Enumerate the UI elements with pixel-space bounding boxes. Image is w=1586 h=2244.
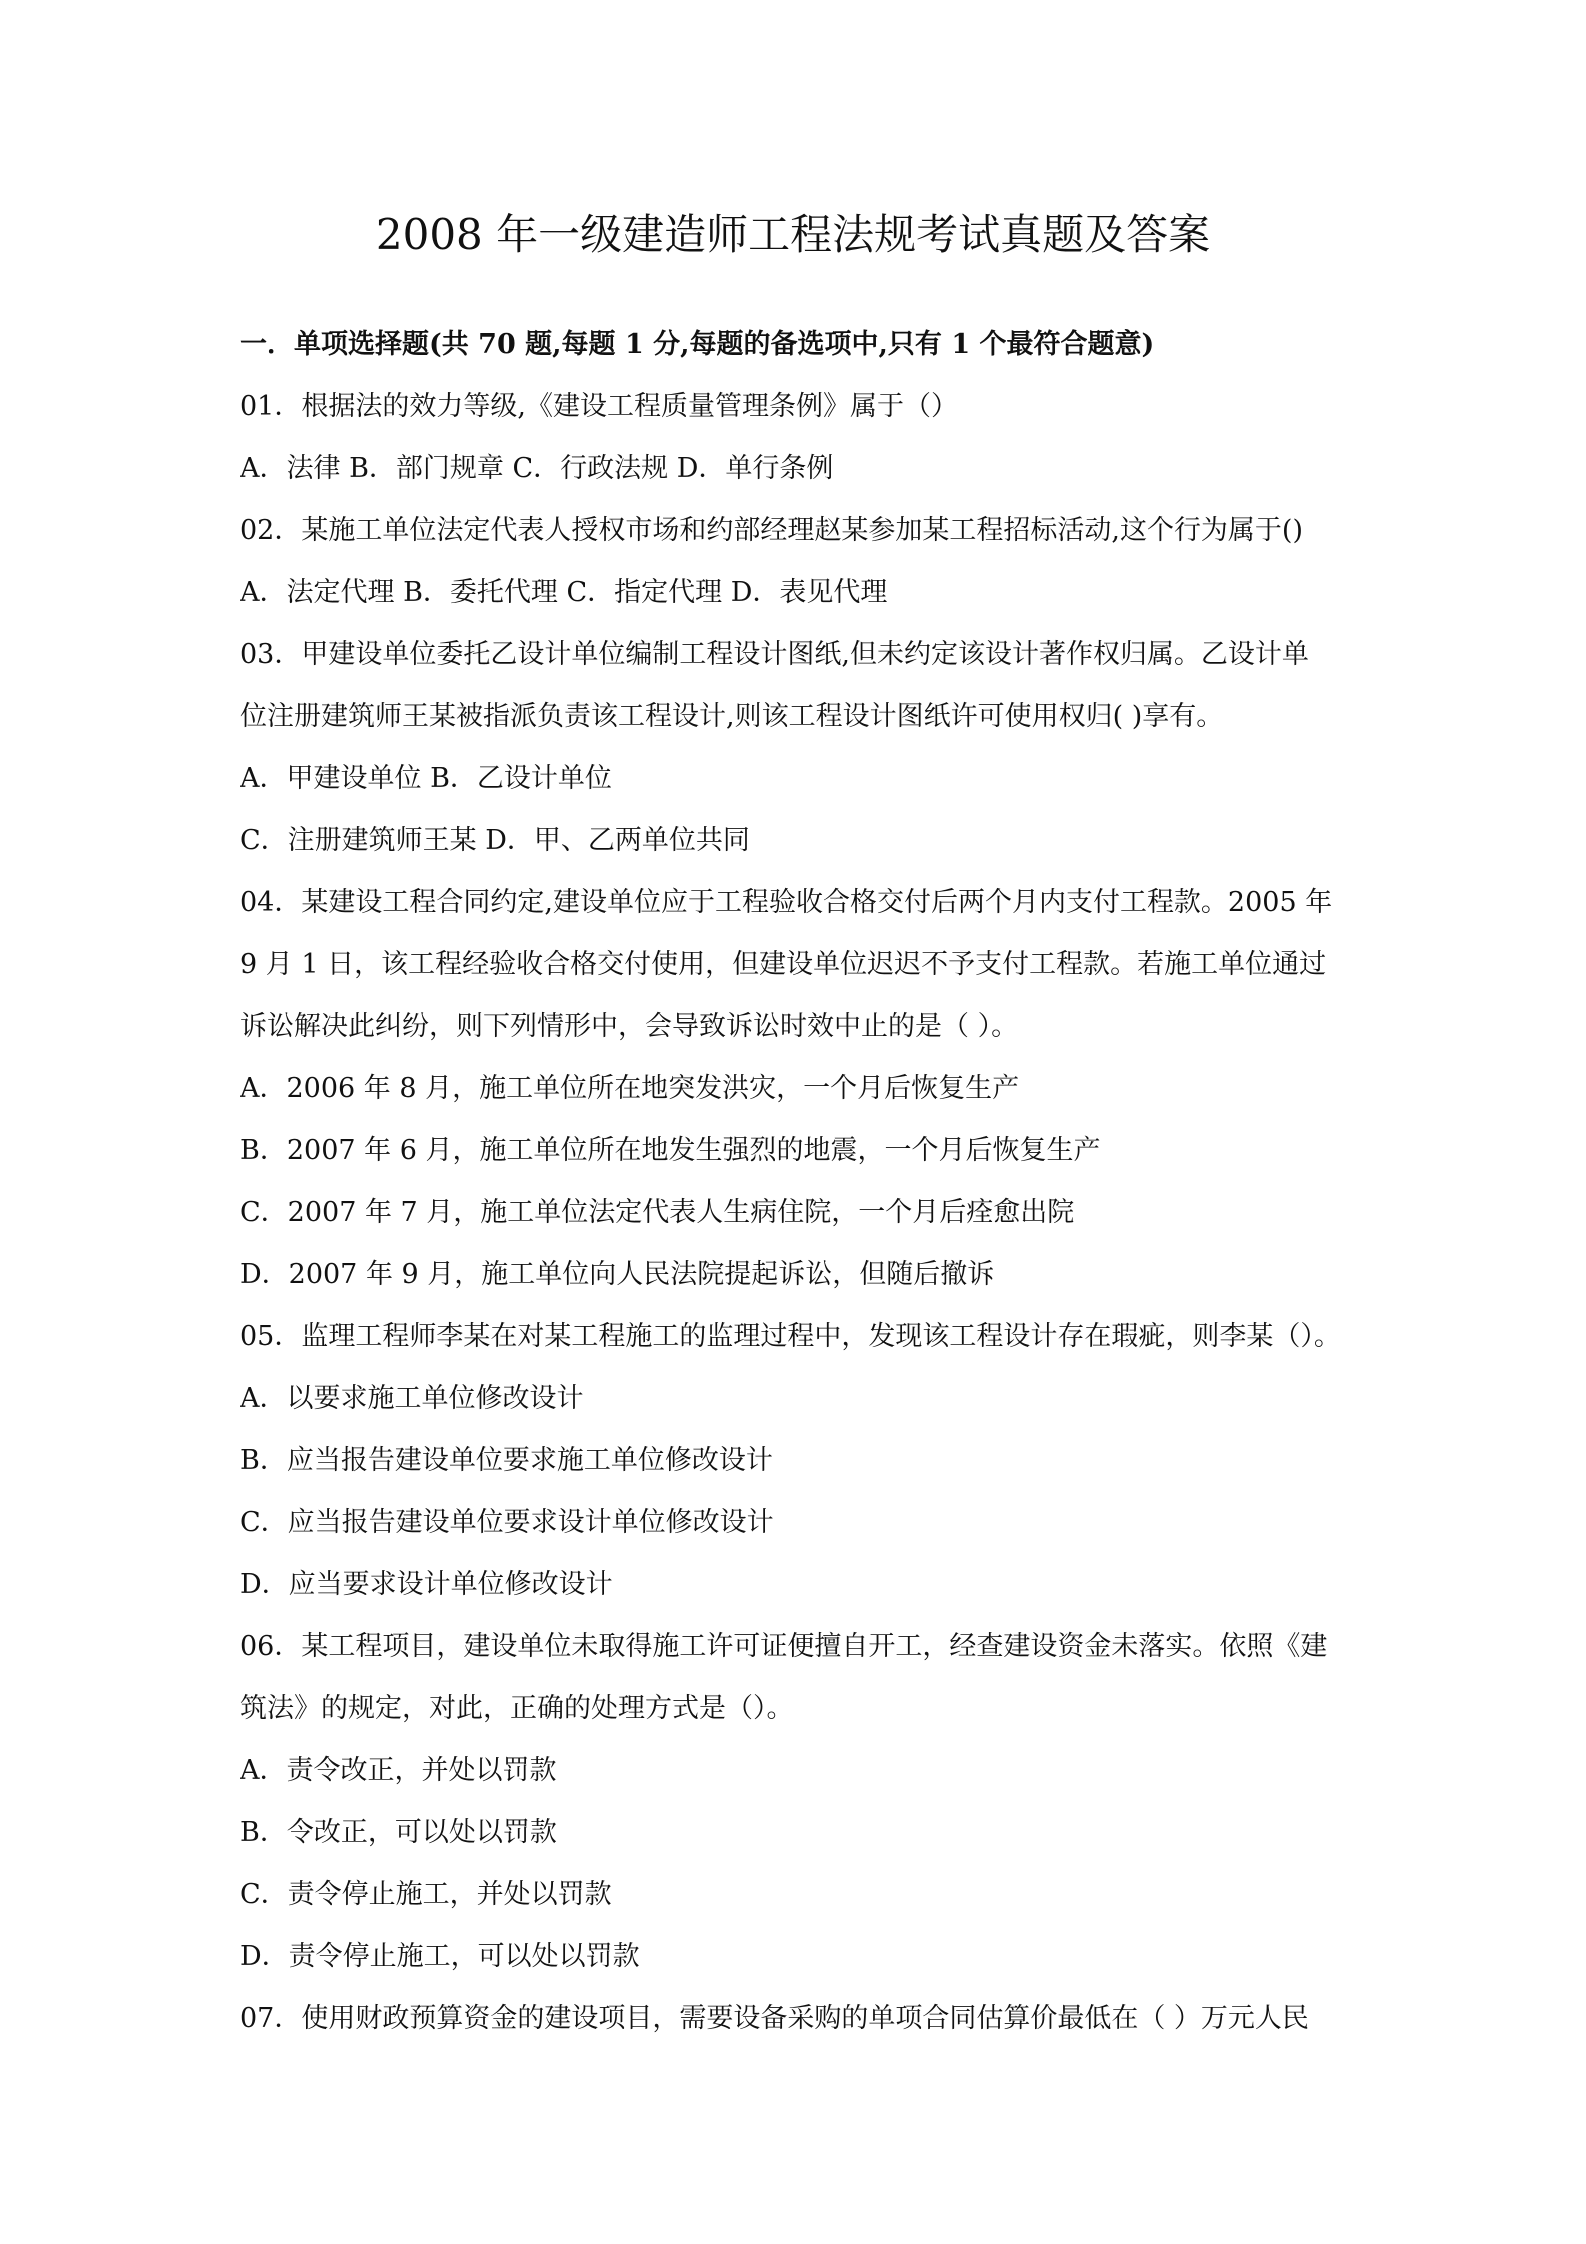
question-02: 02．某施工单位法定代表人授权市场和约部经理赵某参加某工程招标活动,这个行为属于() <box>240 515 1304 546</box>
question-06-option-a: A．责令改正，并处以罚款 <box>240 1755 557 1786</box>
question-06-line-1: 06．某工程项目，建设单位未取得施工许可证便擅自开工，经查建设资金未落实。依照《建 <box>240 1631 1328 1662</box>
question-06-line-2: 筑法》的规定，对此，正确的处理方式是（）。 <box>240 1693 794 1724</box>
document-title: 2008 年一级建造师工程法规考试真题及答案 <box>375 210 1211 259</box>
question-04-option-b: B．2007 年 6 月，施工单位所在地发生强烈的地震，一个月后恢复生产 <box>240 1135 1101 1166</box>
question-03-line-2: 位注册建筑师王某被指派负责该工程设计,则该工程设计图纸许可使用权归( )享有。 <box>240 701 1224 732</box>
question-01: 01．根据法的效力等级,《建设工程质量管理条例》属于（） <box>240 391 958 422</box>
question-03-options-ab: A．甲建设单位 B．乙设计单位 <box>240 763 612 794</box>
question-05: 05．监理工程师李某在对某工程施工的监理过程中，发现该工程设计存在瑕疵，则李某（）。 <box>240 1321 1341 1352</box>
question-04-option-d: D．2007 年 9 月，施工单位向人民法院提起诉讼，但随后撤诉 <box>240 1259 995 1290</box>
question-05-option-c: C．应当报告建设单位要求设计单位修改设计 <box>240 1507 774 1538</box>
question-04-line-3: 诉讼解决此纠纷，则下列情形中，会导致诉讼时效中止的是（ ）。 <box>240 1011 1019 1042</box>
question-04-option-c: C．2007 年 7 月，施工单位法定代表人生病住院，一个月后痊愈出院 <box>240 1197 1075 1228</box>
question-05-option-d: D．应当要求设计单位修改设计 <box>240 1569 613 1600</box>
question-06-option-d: D．责令停止施工，可以处以罚款 <box>240 1941 640 1972</box>
question-07-line-1: 07．使用财政预算资金的建设项目，需要设备采购的单项合同估算价最低在（ ）万元人民 <box>240 2003 1309 2034</box>
question-03-line-1: 03．甲建设单位委托乙设计单位编制工程设计图纸,但未约定该设计著作权归属。乙设计单 <box>240 639 1309 670</box>
question-04-option-a: A．2006 年 8 月，施工单位所在地突发洪灾，一个月后恢复生产 <box>240 1073 1020 1104</box>
question-04-line-1: 04．某建设工程合同约定,建设单位应于工程验收合格交付后两个月内支付工程款。2005 年 <box>240 887 1333 918</box>
section-heading: 一．单项选择题(共 70 题,每题 1 分,每题的备选项中,只有 1 个最符合题意) <box>240 329 1155 360</box>
document-body <box>240 314 1360 2050</box>
question-04-line-2: 9 月 1 日，该工程经验收合格交付使用，但建设单位迟迟不予支付工程款。若施工单位通过 <box>240 949 1327 980</box>
question-06-option-c: C．责令停止施工，并处以罚款 <box>240 1879 612 1910</box>
question-05-option-b: B．应当报告建设单位要求施工单位修改设计 <box>240 1445 773 1476</box>
question-03-options-cd: C．注册建筑师王某 D．甲、乙两单位共同 <box>240 825 750 856</box>
question-06-option-b: B．令改正，可以处以罚款 <box>240 1817 557 1848</box>
question-05-option-a: A．以要求施工单位修改设计 <box>240 1383 584 1414</box>
question-02-options: A．法定代理 B．委托代理 C．指定代理 D．表见代理 <box>240 577 888 608</box>
question-01-options: A．法律 B．部门规章 C．行政法规 D．单行条例 <box>240 453 834 484</box>
